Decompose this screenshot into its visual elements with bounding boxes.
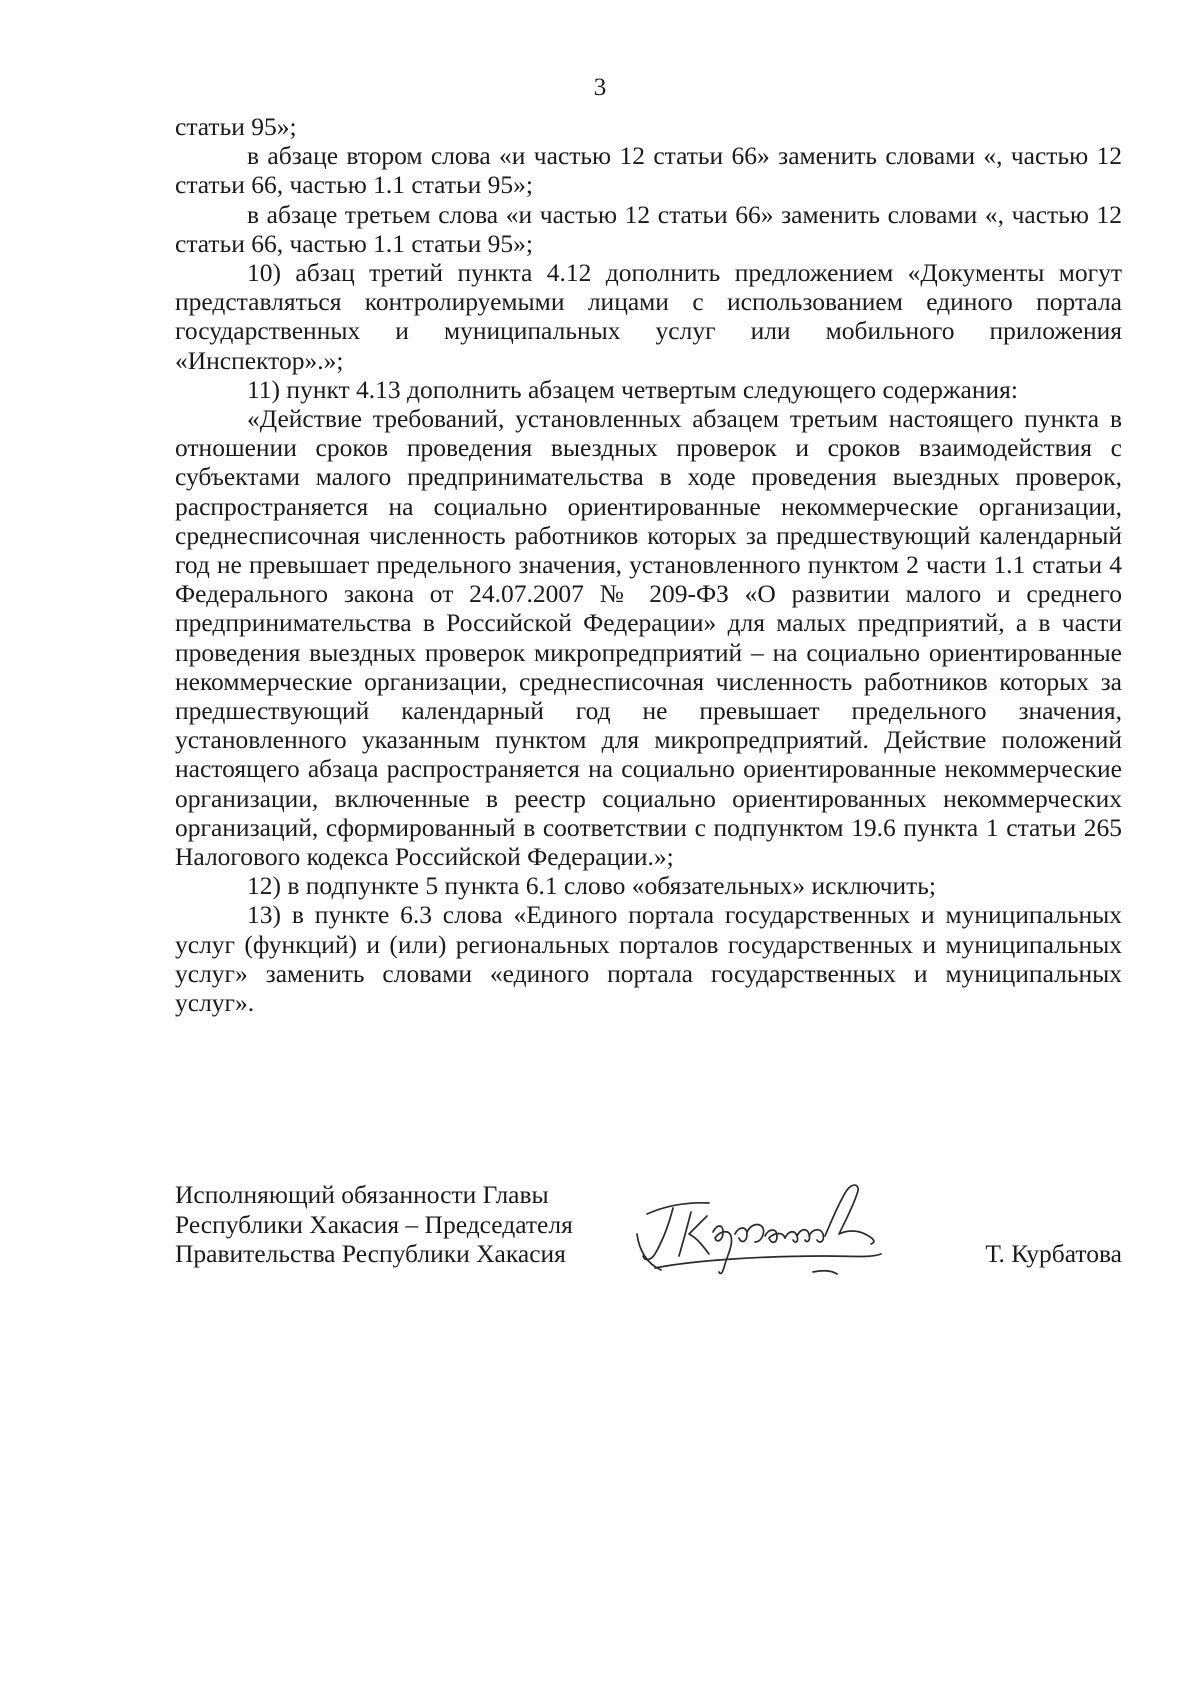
signer-position-line: Исполняющий обязанности Главы <box>175 1180 549 1209</box>
paragraph-item-11: 11) пункт 4.13 дополнить абзацем четвертым следующего содержания: <box>247 374 1018 404</box>
handwritten-signature <box>625 1172 895 1282</box>
paragraph-quoted-amendment: «Действие требований, установленных абзацем третьим настоящего пункта в отношении сроков проведения выездных проверок и сроков взаимодействия с субъектами малого предпринимательства в ходе проведения выездных проверок, распространяется на социально ориентированные некоммерческие организации, среднесписочная численность работников которых за предшествующий календарный год не превышает предельного значения, установленного пунктом 2 части 1.1 статьи 4 Федерального закона от 24.07.2007 № 209-ФЗ «О развитии малого и среднего предпринимательства в Российской Федерации» для малых предприятий, а в части проведения выездных проверок микропредприятий – на социально ориентированные некоммерческие организации, среднесписочная численность работников которых за предшествующий календарный год не превышает предельного значения, установленного указанным пунктом для микропредприятий. Действие положений настоящего абзаца распространяется на социально ориентированные некоммерческие организации, включенные в реестр социально ориентированных некоммерческих организаций, сформированный в соответствии с подпунктом 19.6 пункта 1 статьи 265 Налогового кодекса Российской Федерации.»; <box>175 404 1122 872</box>
paragraph-second-abzac: в абзаце втором слова «и частью 12 статьи 66» заменить словами «, частью 12 статьи 66, частью 1.1 статьи 95»; <box>175 141 1122 200</box>
document-body <box>175 112 1122 1017</box>
signer-name: Т. Курбатова <box>985 1239 1122 1268</box>
paragraph-item-13: 13) в пункте 6.3 слова «Единого портала государственных и муниципальных услуг (функций) и (или) региональных порталов государственных и муниципальных услуг» заменить словами «единого портала государственных и муниципальных услуг». <box>175 900 1122 1018</box>
signer-position <box>175 1180 573 1269</box>
signer-position-line: Республики Хакасия – Председателя <box>175 1209 573 1239</box>
signer-position-line: Правительства Республики Хакасия <box>175 1239 566 1268</box>
page-number: 3 <box>593 74 607 101</box>
paragraph-third-abzac: в абзаце третьем слова «и частью 12 статьи 66» заменить словами «, частью 12 статьи 66, частью 1.1 статьи 95»; <box>175 199 1122 258</box>
signature-block <box>175 1180 1122 1310</box>
paragraph-item-12: 12) в подпункте 5 пункта 6.1 слово «обязательных» исключить; <box>247 871 937 901</box>
paragraph-item-10: 10) абзац третий пункта 4.12 дополнить предложением «Документы могут представляться контролируемыми лицами с использованием единого портала государственных и муниципальных услуг или мобильного приложения «Инспектор».»; <box>175 258 1122 375</box>
paragraph-continuation: статьи 95»; <box>175 112 297 141</box>
